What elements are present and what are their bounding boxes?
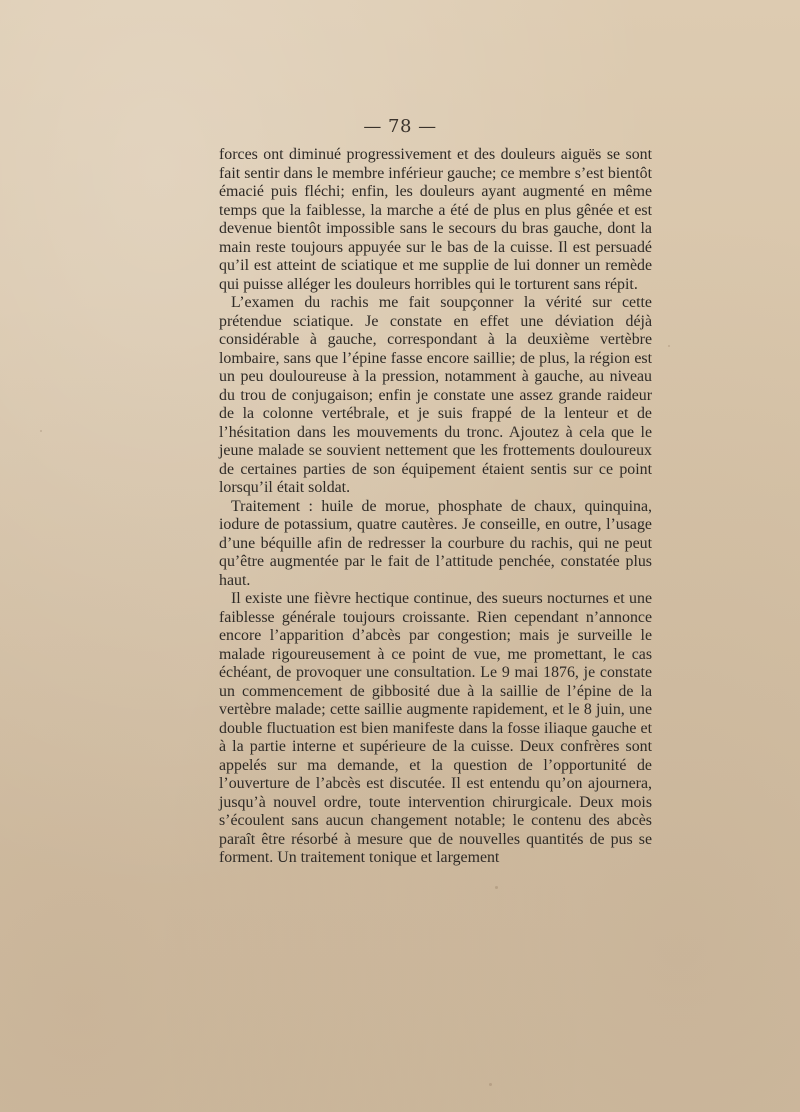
- paragraph: Traitement : huile de morue, phosphate de chaux, quinquina, iodure de potassium, quatre cautères. Je conseille, en outre, l’usage d’une béquille afin de redresser la courbure du rachis, qui ne peut qu’être augmentée par le fait de l’attitude penchée, constatée plus haut.: [219, 497, 652, 589]
- paper-spot: [40, 430, 42, 432]
- paragraph: forces ont diminué progressivement et des douleurs aiguës se sont fait sentir dans le membre inférieur gauche; ce membre s’est bientôt émacié puis fléchi; enfin, les douleurs ayant augmenté en même temps que la faiblesse, la marche a été de plus en plus gênée et est devenue bientôt impossible sans le secours du bras gauche, dont la main reste toujours appuyée sur le bas de la cuisse. Il est persuadé qu’il est atteint de sciatique et me supplie de lui donner un remède qui puisse alléger les douleurs horribles qui le torturent sans répit.: [219, 146, 652, 293]
- paper-spot: [489, 1083, 492, 1086]
- page-number: — 78 —: [363, 116, 437, 137]
- paragraph: Il existe une fièvre hectique continue, des sueurs nocturnes et une faiblesse générale toujours croissante. Rien cependant n’annonce encore l’apparition d’abcès par congestion; mais je surveille le malade rigoureusement à ce point de vue, me promettant, le cas échéant, de provoquer une consultation. Le 9 mai 1876, je constate un commencement de gibbosité due à la saillie de l’épine de la vertèbre malade; cette saillie augmente rapidement, et le 8 juin, une double fluctuation est bien manifeste dans la fosse iliaque gauche et à la partie interne et supérieure de la cuisse. Deux confrères sont appelés sur ma demande, et la question de l’opportunité de l’ouverture de l’abcès est discutée. Il est entendu qu’on ajournera, jusqu’à nouvel ordre, toute intervention chirurgicale. Deux mois s’écoulent sans aucun changement notable; le contenu des abcès paraît être résorbé à mesure que de nouvelles quantités de pus se forment. Un traitement tonique et largement: [219, 590, 652, 866]
- body-text: [219, 146, 652, 868]
- paper-spot: [668, 345, 670, 347]
- paper-spot: [495, 886, 498, 889]
- paragraph: L’examen du rachis me fait soupçonner la vérité sur cette prétendue sciatique. Je constate en effet une déviation déjà considérable à gauche, correspondant à la deuxième vertèbre lombaire, sans que l’épine fasse encore saillie; de plus, la région est un peu douloureuse à la pression, notamment à gauche, au niveau du trou de conjugaison; enfin je constate une assez grande raideur de la colonne vertébrale, et je suis frappé de la lenteur et de l’hésitation dans les mouvements du tronc. Ajoutez à cela que le jeune malade se souvient nettement que les frottements douloureux de certaines parties de son équipement étaient sentis sur ce point lorsqu’il était soldat.: [219, 294, 652, 496]
